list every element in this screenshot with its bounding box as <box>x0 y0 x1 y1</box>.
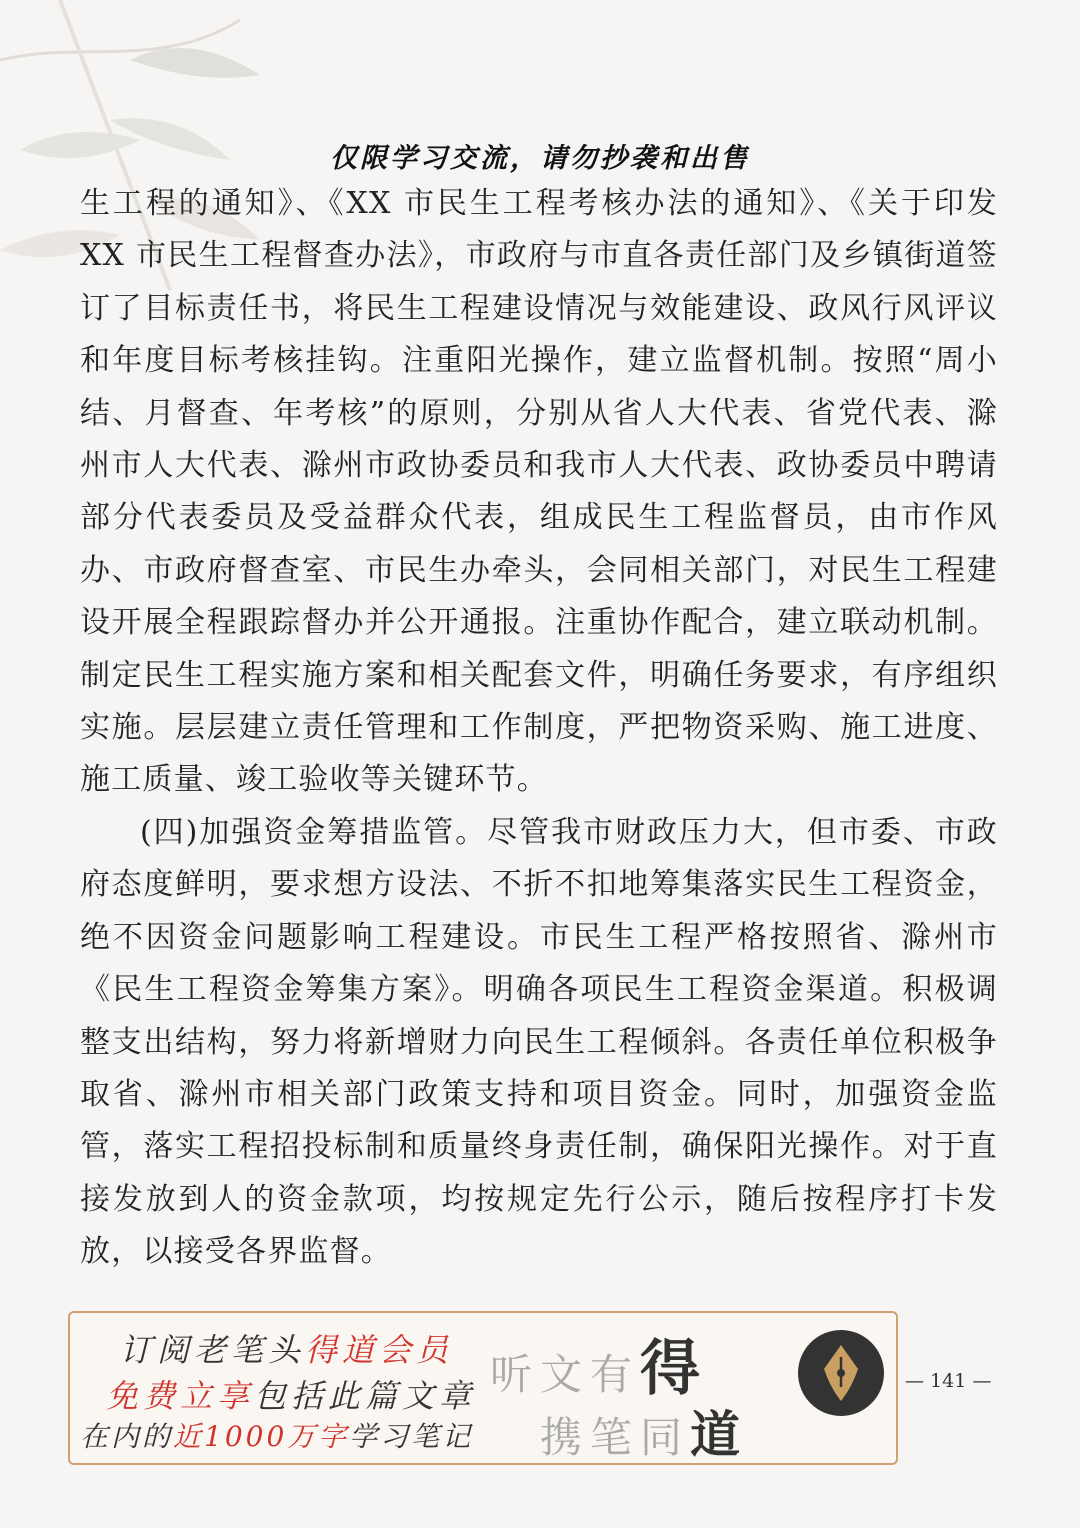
slogan-emphasis: 得 <box>640 1334 709 1404</box>
body-text <box>80 178 998 1279</box>
paragraph: 生工程的通知》、《XX 市民生工程考核办法的通知》、《关于印发 XX 市民生工程督查办法》，市政府与市直各责任部门及乡镇街道签订了目标责任书，将民生工程建设情况与效能建设、政风行风评议和年度目标考核挂钩。注重阳光操作，建立监督机制。按照“周小结、月督查、年考核”的原则，分别从省人大代表、省党代表、滁州市人大代表、滁州市政协委员和我市人大代表、政协委员中聘请部分代表委员及受益群众代表，组成民生工程监督员，由市作风办、市政府督查室、市民生办牵头，会同相关部门，对民生工程建设开展全程跟踪督办并公开通报。注重协作配合，建立联动机制。制定民生工程实施方案和相关配套文件，明确任务要求，有序组织实施。层层建立责任管理和工作制度，严把物资采购、施工进度、施工质量、竣工验收等关键环节。 <box>80 186 998 798</box>
banner-highlight: 得道会员 <box>305 1331 454 1369</box>
page-number: — 141 — <box>905 1370 992 1392</box>
header-notice: 仅限学习交流，请勿抄袭和出售 <box>330 143 750 174</box>
promo-banner[interactable] <box>68 1311 898 1465</box>
banner-text: 订阅老笔头 <box>120 1331 306 1369</box>
slogan-text: 听文有 <box>490 1350 641 1399</box>
slogan-emphasis: 道 <box>690 1405 749 1464</box>
banner-slogan-2 <box>540 1395 748 1465</box>
banner-line-3 <box>80 1415 473 1455</box>
banner-line-1 <box>120 1325 453 1371</box>
banner-text: 学习笔记 <box>349 1420 474 1453</box>
banner-text: 在内的 <box>80 1420 174 1453</box>
banner-text: 包括此篇文章 <box>254 1377 477 1415</box>
banner-line-2 <box>106 1371 476 1417</box>
slogan-text: 携笔同 <box>540 1413 691 1462</box>
banner-highlight: 近1000万字 <box>173 1420 350 1453</box>
banner-highlight: 免费立享 <box>106 1377 255 1415</box>
fountain-pen-nib-icon <box>798 1330 884 1416</box>
paragraph: (四)加强资金筹措监管。尽管我市财政压力大，但市委、市政府态度鲜明，要求想方设法、不折不扣地筹集落实民生工程资金，绝不因资金问题影响工程建设。市民生工程严格按照省、滁州市《民生工程资金筹集方案》。明确各项民生工程资金渠道。积极调整支出结构，努力将新增财力向民生工程倾斜。各责任单位积极争取省、滁州市相关部门政策支持和项目资金。同时，加强资金监管，落实工程招投标制和质量终身责任制，确保阳光操作。对于直接发放到人的资金款项，均按规定先行公示，随后按程序打卡发放，以接受各界监督。 <box>80 814 998 1270</box>
